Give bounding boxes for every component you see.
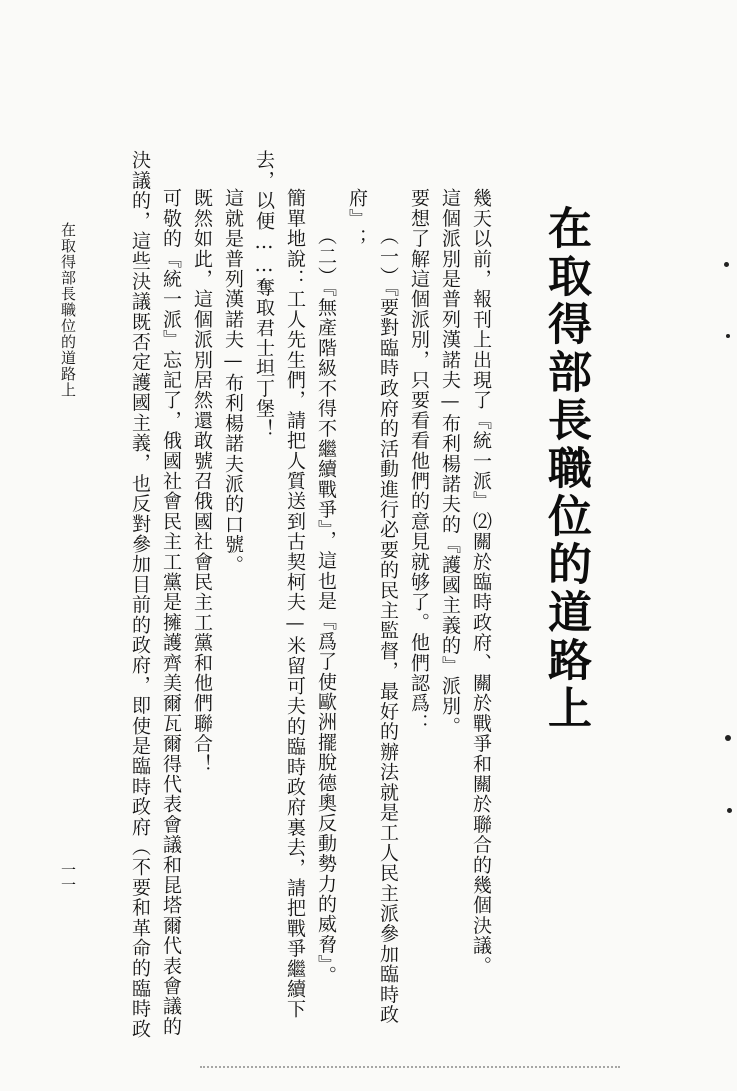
text-column-4: （一）『要對臨時政府的活動進行必要的民主監督，最好的辦法就是工人民主派參加臨時政 — [377, 226, 399, 1025]
text-column-12: 決議的，這些決議既否定護國主義，也反對參加目前的政府，即使是臨時政府（不要和革命的臨時政 — [129, 150, 151, 1039]
text-column-6: （二）『無產階級不得不繼續戰爭』，這也是『爲了使歐洲擺脫德奧反動勢力的威脅』。 — [315, 226, 337, 986]
scan-edge-marks — [200, 1066, 620, 1071]
chapter-title: 在取得部長職位的道路上 — [540, 205, 591, 733]
text-column-11: 可敬的『統一派』忘記了，俄國社會民主工黨是擁護齊美爾瓦爾得代表會議和昆塔爾代表會議的 — [160, 188, 182, 1037]
text-column-3: 要想了解這個派別，只要看看他們的意見就够了。他們認爲： — [408, 188, 430, 734]
text-column-5: 府』； — [346, 188, 368, 249]
running-head: 在取得部長職位的道路上 — [59, 222, 77, 398]
page-number: 一一 — [59, 862, 77, 892]
scan-speck — [727, 808, 732, 813]
text-column-7: 簡單地說：工人先生們，請把人質送到古契柯夫—米留可夫的臨時政府裏去，請把戰爭繼續下 — [284, 188, 306, 1020]
text-column-9: 這就是普列漢諾夫—布利楊諾夫派的口號。 — [222, 188, 244, 575]
scan-speck — [724, 262, 729, 267]
text-column-8: 去，以便……奪取君士坦丁堡！ — [253, 150, 275, 439]
text-column-2: 這個派別是普列漢諾夫—布利楊諾夫的『護國主義的』派別。 — [439, 188, 461, 737]
scan-speck — [725, 735, 731, 741]
scan-speck — [726, 334, 730, 338]
text-column-1: 幾天以前，報刊上出現了『統一派』⑵關於臨時政府、關於戰爭和關於聯合的幾個決議。 — [470, 188, 492, 976]
text-column-10: 既然如此，這個派別居然還敢號召俄國社會民主工黨和他們聯合！ — [191, 188, 213, 774]
